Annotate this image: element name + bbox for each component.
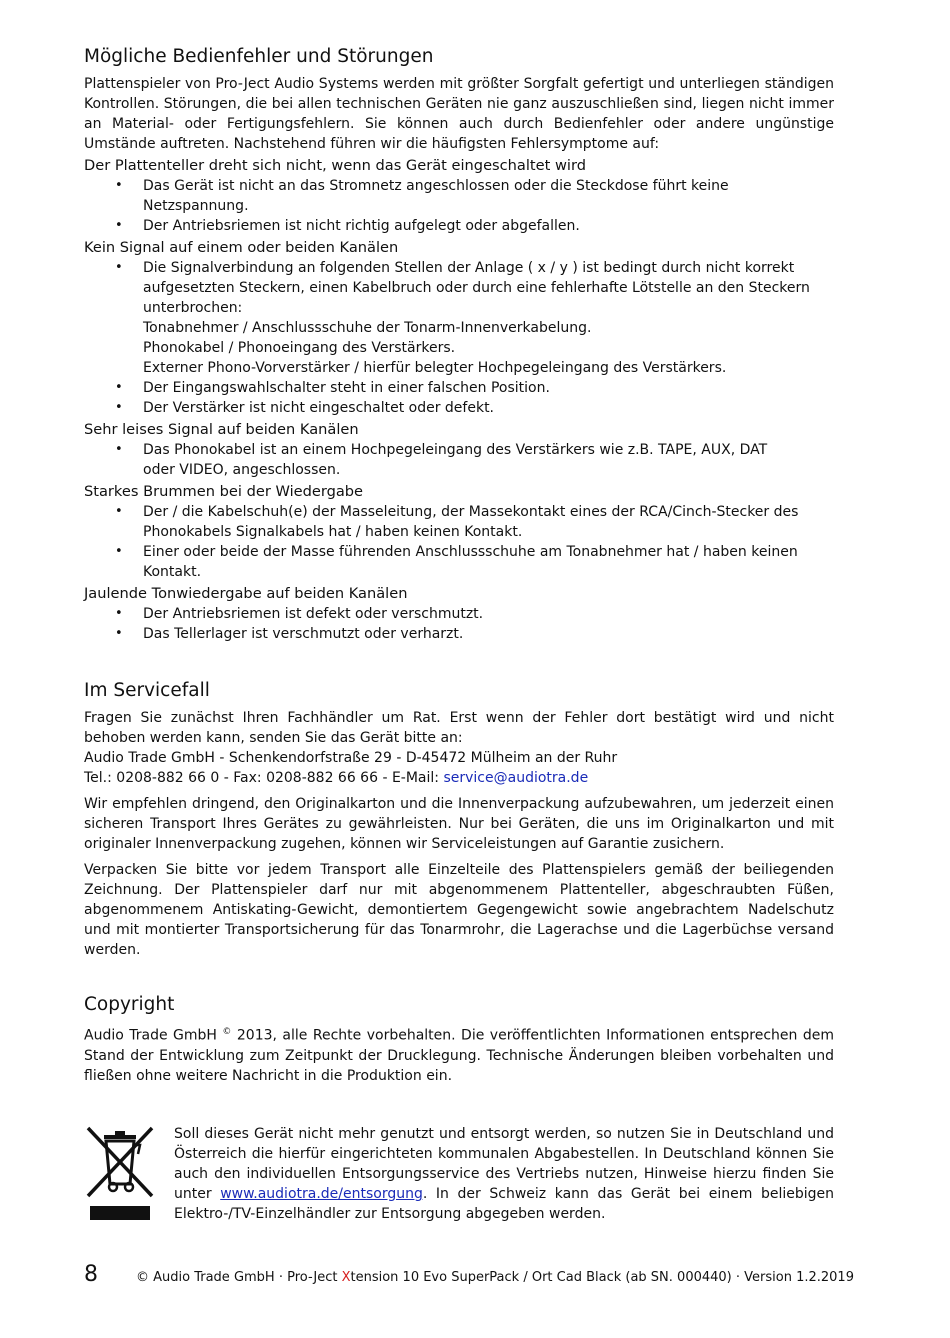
list-line: • Das Phonokabel ist an einem Hochpegeleingang des Verstärkers wie z.B. TAPE, AUX, DAT [143, 442, 768, 458]
disposal-link[interactable]: www.audiotra.de/entsorgung [220, 1185, 423, 1202]
list-line: unterbrochen: [143, 300, 243, 316]
symptom-title-hum: Starkes Brummen bei der Wiedergabe [84, 483, 364, 500]
list-line: aufgesetzten Steckern, einen Kabelbruch oder durch eine fehlerhafte Lötstelle an den Steckern [143, 280, 810, 296]
list-item [84, 502, 834, 542]
page-footer [84, 1262, 864, 1287]
symptom-title-wow: Jaulende Tonwiedergabe auf beiden Kanälen [84, 585, 408, 602]
service-address: Audio Trade GmbH - Schenkendorfstraße 29 - D-45472 Mülheim an der Ruhr [84, 750, 618, 766]
list-item: • Das Gerät ist nicht an das Stromnetz angeschlossen oder die Steckdose führt keine Netzspannung. [84, 176, 834, 216]
weee-text [174, 1124, 834, 1224]
list-item [84, 258, 834, 378]
copyright-text [84, 1022, 834, 1086]
symptom-list-no-signal [84, 258, 834, 418]
list-item: • Der Antriebsriemen ist defekt oder verschmutzt. [84, 604, 834, 624]
section-title-service: Im Servicefall [84, 680, 210, 701]
list-line: Phonokabels Signalkabels hat / haben keinen Kontakt. [143, 524, 523, 540]
service-transport-note: Verpacken Sie bitte vor jedem Transport alle Einzelteile des Plattenspielers gemäß der beiliegenden Zeichnung. Der Plattenspieler darf nur mit abgenommenem Plattenteller, abgeschraubten Füßen, abgenommenem Antiskating-Gewicht, demontiertem Gegengewicht sowie angebrachtem Nadelschutz und mit montierter Transportsicherung für das Tonarmrohr, die Lagerachse und die Lagerbüchse versand werden. [84, 862, 834, 958]
list-item: • Der Antriebsriemen ist nicht richtig aufgelegt oder abgefallen. [84, 216, 834, 236]
weee-text-part: Soll dieses Gerät nicht mehr genutzt und entsorgt werden, so nutzen Sie in Deutschland und Österreich die hierfür eingerichteten kommunalen Abgabestellen. In Deutschland können Sie auch den individuellen Entsorgungsservice des Vertriebs nutzen, Hinweise hierzu finden Sie unter [174, 1125, 834, 1202]
symptom-title-quiet-signal: Sehr leises Signal auf beiden Kanälen [84, 421, 359, 438]
list-line: • Die Signalverbindung an folgenden Stellen der Anlage ( x / y ) ist bedingt durch nicht korrekt [143, 260, 795, 276]
footer-text-part: © Audio Trade GmbH · Pro-Ject [136, 1270, 342, 1285]
list-line: oder VIDEO, angeschlossen. [143, 462, 341, 478]
list-item [84, 440, 834, 480]
list-item: • Der Eingangswahlschalter steht in einer falschen Position. [84, 378, 834, 398]
symptom-title-platter: Der Plattenteller dreht sich nicht, wenn das Gerät eingeschaltet wird [84, 157, 586, 174]
troubleshooting-intro: Plattenspieler von Pro-Ject Audio Systems werden mit größter Sorgfalt gefertigt und unterliegen ständigen Kontrollen. Störungen, die bei allen technischen Geräten nie ganz auszuschließen sind, liegen nicht immer an Material- oder Fertigungsfehlern. Sie können auch durch Bedienfehler oder andere ungünstige Umstände auftreten. Nachstehend führen wir die häufigsten Fehlersymptome auf: [84, 76, 834, 152]
copyright-symbol: © [222, 1027, 232, 1037]
section-title-troubleshooting: Mögliche Bedienfehler und Störungen [84, 46, 434, 67]
symptom-title-no-signal: Kein Signal auf einem oder beiden Kanälen [84, 239, 399, 256]
crossed-out-wheelie-bin-icon [84, 1124, 156, 1224]
copyright-owner: Audio Trade GmbH [84, 1027, 223, 1044]
service-email-link[interactable]: service@audiotra.de [443, 770, 589, 786]
footer-text-part: tension 10 Evo SuperPack / Ort Cad Black (ab SN. 000440) · Version 1.2.2019 [350, 1270, 854, 1285]
list-item: • Der Verstärker ist nicht eingeschaltet oder defekt. [84, 398, 834, 418]
list-line: • Der / die Kabelschuh(e) der Masseleitung, der Massekontakt eines der RCA/Cinch-Stecker des [143, 504, 799, 520]
footer-text [136, 1270, 854, 1285]
service-intro: Fragen Sie zunächst Ihren Fachhändler um Rat. Erst wenn der Fehler dort bestätigt wird und nicht behoben werden kann, senden Sie das Gerät bitte an: [84, 710, 834, 746]
symptom-list-platter [84, 176, 834, 236]
section-title-copyright: Copyright [84, 994, 175, 1015]
list-line: Tonabnehmer / Anschlussschuhe der Tonarm-Innenverkabelung. [143, 320, 592, 336]
list-item: • Einer oder beide der Masse führenden Anschlussschuhe am Tonabnehmer hat / haben keinen Kontakt. [84, 542, 834, 582]
symptom-list-wow [84, 604, 834, 644]
page-number: 8 [84, 1262, 98, 1287]
weee-text-part: . In der Schweiz kann das Gerät bei einem beliebigen Elektro-/TV-Einzelhändler zur Entsorgung abgegeben werden. [174, 1185, 834, 1222]
service-packaging-note: Wir empfehlen dringend, den Originalkarton und die Innenverpackung aufzubewahren, um jederzeit einen sicheren Transport Ihres Gerätes zu gewährleisten. Nur bei Geräten, die uns im Originalkarton und mit originaler Innenverpackung zugehen, können wir Serviceleistungen auf Garantie zusichern. [84, 796, 834, 852]
copyright-body: 2013, alle Rechte vorbehalten. Die veröffentlichten Informationen entsprechen dem Stand der Entwicklung zum Zeitpunkt der Drucklegung. Technische Änderungen bleiben vorbehalten und fließen ohne weitere Nachricht in die Produktion ein. [84, 1027, 834, 1084]
symptom-list-hum [84, 502, 834, 582]
brand-x-letter: X [341, 1270, 351, 1285]
symptom-list-quiet-signal [84, 440, 834, 480]
list-item: • Das Tellerlager ist verschmutzt oder verharzt. [84, 624, 834, 644]
list-line: Externer Phono-Vorverstärker / hierfür belegter Hochpegeleingang des Verstärkers. [143, 360, 727, 376]
service-contact [84, 768, 834, 788]
list-line: Phonokabel / Phonoeingang des Verstärkers. [143, 340, 456, 356]
page-content [84, 46, 834, 1224]
contact-text: Tel.: 0208-882 66 0 - Fax: 0208-882 66 66 - E-Mail: [84, 770, 444, 786]
weee-notice [84, 1124, 834, 1224]
